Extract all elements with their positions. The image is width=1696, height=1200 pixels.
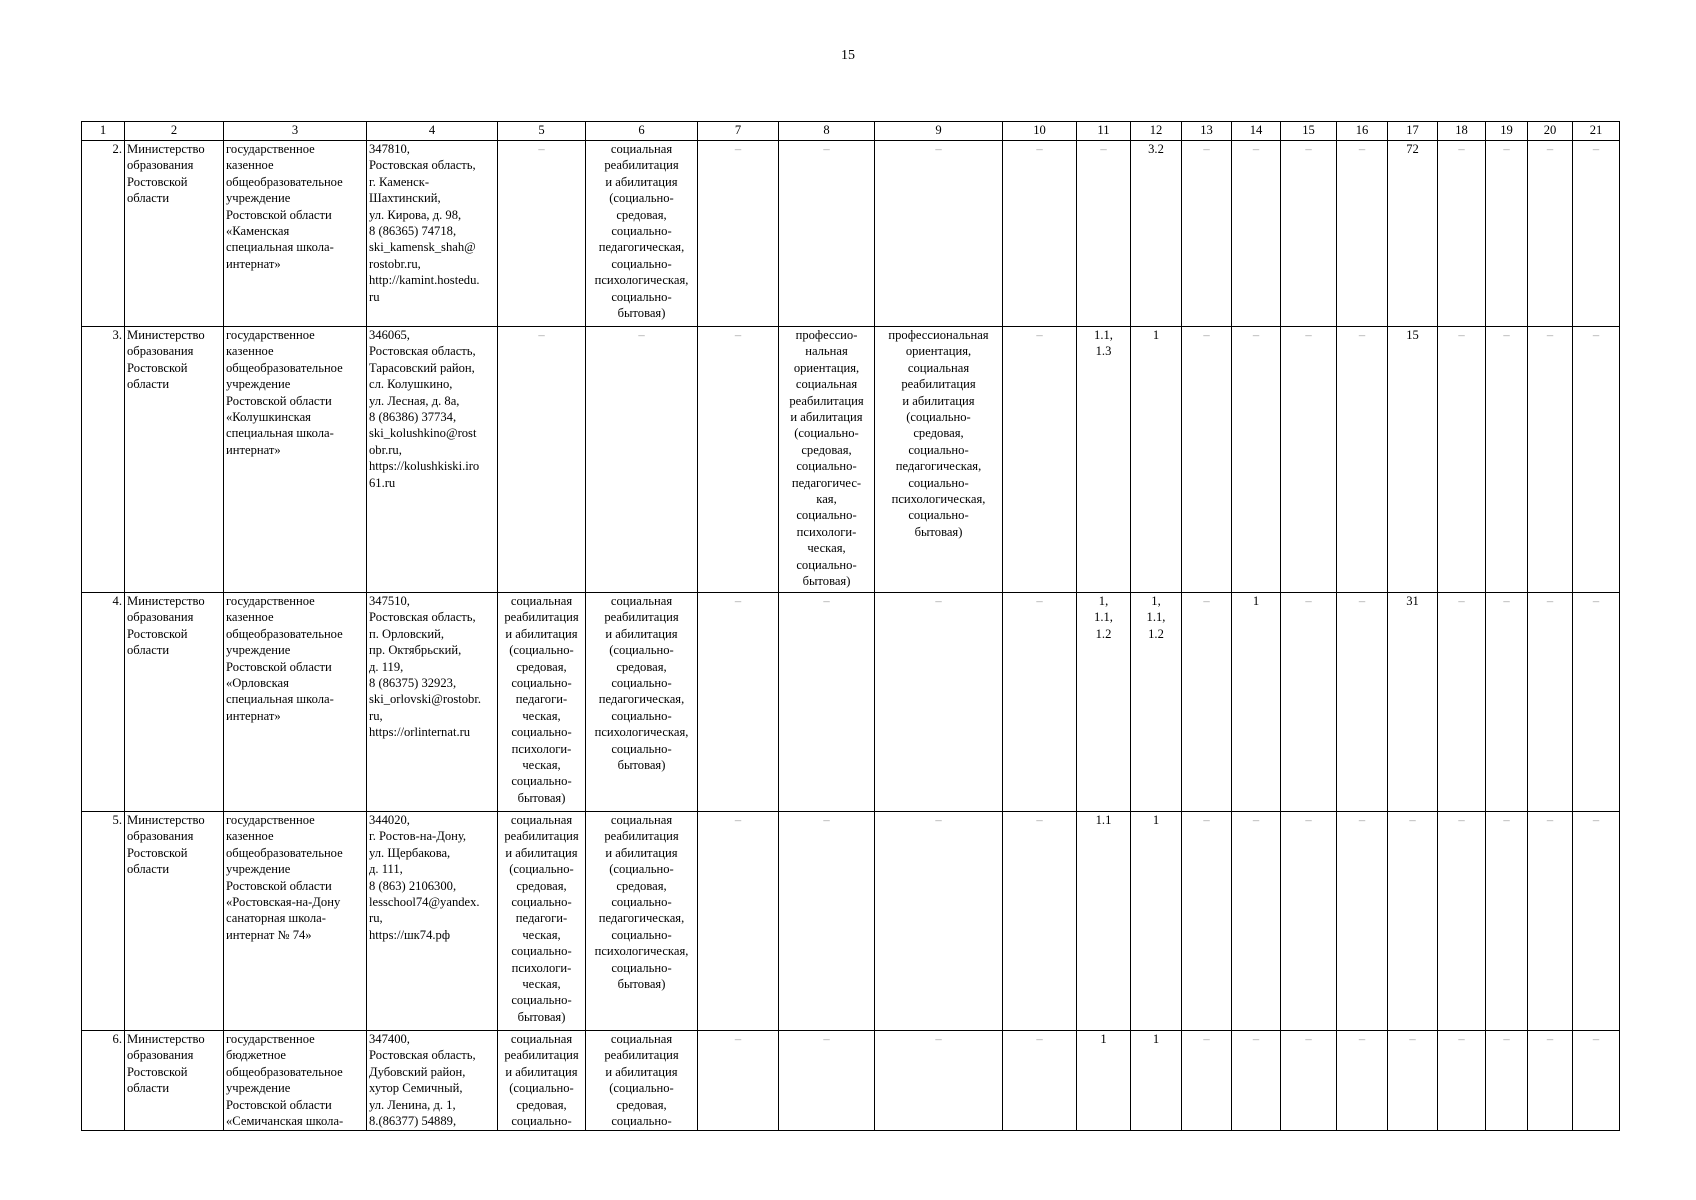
cell-text: 6. xyxy=(112,1032,122,1046)
column-header-7: 7 xyxy=(698,122,779,141)
cell-col-1 xyxy=(82,593,125,812)
cell-col-5 xyxy=(498,593,586,812)
cell-col-12 xyxy=(1131,1031,1182,1131)
cell-col-6 xyxy=(586,593,698,812)
cell-text: – xyxy=(1458,142,1465,156)
cell-text: Министерство образования Ростовской области xyxy=(127,328,205,392)
cell-col-2 xyxy=(125,1031,224,1131)
cell-col-9 xyxy=(875,141,1003,327)
cell-col-9 xyxy=(875,812,1003,1031)
cell-text: – xyxy=(823,142,830,156)
cell-text: государственное казенное общеобразовательное учреждение Ростовской области «Ростовская-на-Дону санаторная школа- интернат № 74» xyxy=(226,813,343,942)
cell-col-9 xyxy=(875,593,1003,812)
cell-text: – xyxy=(935,813,942,827)
cell-col-7 xyxy=(698,1031,779,1131)
cell-text: – xyxy=(1100,142,1107,156)
cell-col-16 xyxy=(1337,1031,1388,1131)
cell-text: – xyxy=(1252,813,1260,827)
header-row xyxy=(82,122,1620,141)
cell-text: – xyxy=(1458,813,1465,827)
cell-text: – xyxy=(1203,813,1210,827)
cell-col-2 xyxy=(125,327,224,593)
cell-col-19 xyxy=(1486,327,1528,593)
cell-col-9 xyxy=(875,1031,1003,1131)
cell-text: – xyxy=(1458,594,1465,608)
cell-col-3 xyxy=(224,141,367,327)
cell-text: – xyxy=(538,142,545,156)
cell-col-11 xyxy=(1077,141,1131,327)
cell-col-8 xyxy=(779,327,875,593)
cell-text: 344020, г. Ростов-на-Дону, ул. Щербакова, д. 111, 8 (863) 2106300, lesschool74@yandex. ru, https://шк74.рф xyxy=(369,813,480,942)
cell-text: 5. xyxy=(112,813,122,827)
cell-col-10 xyxy=(1003,1031,1077,1131)
cell-text: – xyxy=(1036,813,1043,827)
cell-text: – xyxy=(1546,594,1554,608)
cell-col-21 xyxy=(1573,593,1620,812)
cell-text: профессио- нальная ориентация, социальная реабилитация и абилитация (социально- средовая, социально- педагогичес- кая, социально- психологи- ческая, социально- бытовая) xyxy=(789,328,864,589)
cell-col-13 xyxy=(1182,812,1232,1031)
cell-text: Министерство образования Ростовской области xyxy=(127,1032,205,1096)
cell-col-20 xyxy=(1528,1031,1573,1131)
cell-text: – xyxy=(1305,142,1312,156)
cell-text: 15 xyxy=(1406,328,1419,342)
cell-col-10 xyxy=(1003,812,1077,1031)
cell-text: – xyxy=(1409,813,1416,827)
cell-col-7 xyxy=(698,593,779,812)
cell-text: – xyxy=(1203,594,1210,608)
cell-text: 1, 1.1, 1.2 xyxy=(1094,594,1113,641)
cell-col-8 xyxy=(779,812,875,1031)
cell-col-8 xyxy=(779,593,875,812)
registry-table xyxy=(81,121,1620,1131)
cell-col-17 xyxy=(1388,593,1438,812)
cell-text: – xyxy=(1252,1032,1260,1046)
cell-col-4 xyxy=(367,327,498,593)
cell-text: Министерство образования Ростовской области xyxy=(127,142,205,206)
column-header-20: 20 xyxy=(1528,122,1573,141)
cell-col-21 xyxy=(1573,141,1620,327)
cell-text: – xyxy=(823,594,830,608)
cell-text: 31 xyxy=(1406,594,1419,608)
cell-text: 347510, Ростовская область, п. Орловский, пр. Октябрьский, д. 119, 8 (86375) 32923, ski_orlovski@rostobr. ru, https://orlinternat.ru xyxy=(369,594,482,740)
cell-col-15 xyxy=(1281,812,1337,1031)
cell-text: – xyxy=(1592,594,1600,608)
column-header-17: 17 xyxy=(1388,122,1438,141)
cell-col-17 xyxy=(1388,1031,1438,1131)
cell-col-4 xyxy=(367,593,498,812)
cell-col-10 xyxy=(1003,327,1077,593)
column-header-4: 4 xyxy=(367,122,498,141)
cell-col-5 xyxy=(498,327,586,593)
cell-text: – xyxy=(538,328,545,342)
cell-col-14 xyxy=(1232,327,1281,593)
cell-text: – xyxy=(638,328,645,342)
cell-text: – xyxy=(734,142,742,156)
cell-col-5 xyxy=(498,1031,586,1131)
cell-col-17 xyxy=(1388,327,1438,593)
cell-col-2 xyxy=(125,593,224,812)
cell-col-4 xyxy=(367,1031,498,1131)
cell-col-15 xyxy=(1281,327,1337,593)
cell-text: государственное казенное общеобразовательное учреждение Ростовской области «Колушкинская специальная школа- интернат» xyxy=(226,328,343,457)
cell-text: Министерство образования Ростовской области xyxy=(127,594,205,658)
cell-col-13 xyxy=(1182,327,1232,593)
table-body xyxy=(82,141,1620,1131)
cell-col-18 xyxy=(1438,812,1486,1031)
cell-text: – xyxy=(1358,813,1366,827)
cell-col-20 xyxy=(1528,327,1573,593)
cell-text: – xyxy=(935,142,942,156)
cell-col-6 xyxy=(586,141,698,327)
cell-text: – xyxy=(1503,1032,1510,1046)
cell-text: 1 xyxy=(1152,328,1160,342)
cell-col-6 xyxy=(586,327,698,593)
cell-text: 1 xyxy=(1152,1032,1160,1046)
cell-col-3 xyxy=(224,1031,367,1131)
cell-text: – xyxy=(823,1032,830,1046)
table-row xyxy=(82,812,1620,1031)
cell-text: 347400, Ростовская область, Дубовский район, хутор Семичный, ул. Ленина, д. 1, 8.(86377) 54889, xyxy=(369,1032,476,1129)
cell-text: – xyxy=(1252,328,1260,342)
cell-col-5 xyxy=(498,141,586,327)
page-number: 15 xyxy=(841,48,855,63)
cell-text: – xyxy=(935,594,942,608)
cell-col-18 xyxy=(1438,1031,1486,1131)
cell-text: – xyxy=(1592,142,1600,156)
cell-col-10 xyxy=(1003,141,1077,327)
table-row xyxy=(82,141,1620,327)
cell-text: – xyxy=(1409,1032,1416,1046)
cell-col-14 xyxy=(1232,141,1281,327)
cell-text: государственное казенное общеобразовательное учреждение Ростовской области «Каменская специальная школа- интернат» xyxy=(226,142,343,271)
cell-col-17 xyxy=(1388,812,1438,1031)
cell-text: – xyxy=(734,813,742,827)
cell-text: – xyxy=(1036,1032,1043,1046)
cell-col-11 xyxy=(1077,327,1131,593)
cell-text: – xyxy=(1503,142,1510,156)
cell-text: государственное казенное общеобразовательное учреждение Ростовской области «Орловская специальная школа- интернат» xyxy=(226,594,343,723)
cell-col-14 xyxy=(1232,812,1281,1031)
cell-text: – xyxy=(1305,328,1312,342)
cell-col-1 xyxy=(82,141,125,327)
cell-text: 1, 1.1, 1.2 xyxy=(1146,594,1166,641)
cell-text: – xyxy=(1592,328,1600,342)
cell-text: – xyxy=(1358,1032,1366,1046)
cell-col-11 xyxy=(1077,1031,1131,1131)
cell-text: – xyxy=(734,594,742,608)
cell-col-9 xyxy=(875,327,1003,593)
cell-col-2 xyxy=(125,141,224,327)
cell-text: – xyxy=(1592,813,1600,827)
cell-col-11 xyxy=(1077,593,1131,812)
cell-text: – xyxy=(1305,813,1312,827)
cell-col-20 xyxy=(1528,812,1573,1031)
cell-col-7 xyxy=(698,327,779,593)
cell-text: 1.1 xyxy=(1095,813,1112,827)
cell-col-16 xyxy=(1337,327,1388,593)
cell-col-3 xyxy=(224,812,367,1031)
cell-col-13 xyxy=(1182,593,1232,812)
cell-col-3 xyxy=(224,327,367,593)
cell-text: социальная реабилитация и абилитация (социально- средовая, социально- xyxy=(604,1032,679,1129)
cell-col-8 xyxy=(779,1031,875,1131)
column-header-12: 12 xyxy=(1131,122,1182,141)
cell-col-17 xyxy=(1388,141,1438,327)
cell-col-19 xyxy=(1486,141,1528,327)
cell-text: социальная реабилитация и абилитация (социально- средовая, социально- педагоги- ческая, социально- психологи- ческая, социально- бытовая) xyxy=(504,594,579,805)
cell-col-19 xyxy=(1486,812,1528,1031)
cell-col-8 xyxy=(779,141,875,327)
cell-text: 72 xyxy=(1406,142,1419,156)
column-header-14: 14 xyxy=(1232,122,1281,141)
cell-col-12 xyxy=(1131,327,1182,593)
cell-text: – xyxy=(1036,594,1043,608)
cell-text: – xyxy=(1458,1032,1465,1046)
cell-col-21 xyxy=(1573,1031,1620,1131)
cell-text: – xyxy=(1592,1032,1600,1046)
cell-text: – xyxy=(1252,142,1260,156)
cell-text: 4. xyxy=(112,594,122,608)
cell-text: – xyxy=(1503,594,1510,608)
cell-text: – xyxy=(1503,328,1510,342)
cell-col-16 xyxy=(1337,141,1388,327)
cell-col-4 xyxy=(367,141,498,327)
cell-text: социальная реабилитация и абилитация (социально- средовая, социально- педагогическая, социально- психологическая, социально- бытовая) xyxy=(594,142,689,321)
cell-col-12 xyxy=(1131,593,1182,812)
cell-text: социальная реабилитация и абилитация (социально- средовая, социально- педагоги- ческая, социально- психологи- ческая, социально- бытовая) xyxy=(504,813,579,1024)
cell-text: государственное бюджетное общеобразовательное учреждение Ростовской области «Семичанская школа- xyxy=(226,1032,344,1129)
cell-col-2 xyxy=(125,812,224,1031)
cell-text: – xyxy=(935,1032,942,1046)
cell-text: 3.2 xyxy=(1148,142,1164,156)
cell-col-16 xyxy=(1337,593,1388,812)
column-header-1: 1 xyxy=(82,122,125,141)
cell-col-13 xyxy=(1182,141,1232,327)
cell-col-13 xyxy=(1182,1031,1232,1131)
cell-col-15 xyxy=(1281,1031,1337,1131)
cell-text: – xyxy=(1458,328,1465,342)
cell-text: – xyxy=(1036,328,1043,342)
cell-text: – xyxy=(1358,142,1366,156)
cell-text: – xyxy=(1546,142,1554,156)
cell-col-12 xyxy=(1131,812,1182,1031)
cell-col-1 xyxy=(82,327,125,593)
cell-col-18 xyxy=(1438,593,1486,812)
column-header-21: 21 xyxy=(1573,122,1620,141)
column-header-2: 2 xyxy=(125,122,224,141)
column-header-13: 13 xyxy=(1182,122,1232,141)
cell-col-11 xyxy=(1077,812,1131,1031)
cell-col-15 xyxy=(1281,593,1337,812)
cell-col-18 xyxy=(1438,327,1486,593)
cell-text: 1.1, 1.3 xyxy=(1094,328,1113,359)
cell-text: – xyxy=(1203,142,1210,156)
cell-col-7 xyxy=(698,141,779,327)
column-header-15: 15 xyxy=(1281,122,1337,141)
column-header-5: 5 xyxy=(498,122,586,141)
column-header-10: 10 xyxy=(1003,122,1077,141)
cell-text: 347810, Ростовская область, г. Каменск- Шахтинский, ул. Кирова, д. 98, 8 (86365) 74718, ski_kamensk_shah@ rostobr.ru, http://kamint.hostedu. ru xyxy=(369,142,480,304)
table-row xyxy=(82,1031,1620,1131)
cell-text: 3. xyxy=(112,328,122,342)
cell-text: – xyxy=(734,1032,742,1046)
cell-col-6 xyxy=(586,812,698,1031)
cell-col-5 xyxy=(498,812,586,1031)
cell-text: 1 xyxy=(1100,1032,1107,1046)
cell-col-15 xyxy=(1281,141,1337,327)
cell-col-21 xyxy=(1573,327,1620,593)
column-header-18: 18 xyxy=(1438,122,1486,141)
cell-text: – xyxy=(734,328,742,342)
table-row xyxy=(82,327,1620,593)
cell-col-1 xyxy=(82,812,125,1031)
cell-col-6 xyxy=(586,1031,698,1131)
cell-text: социальная реабилитация и абилитация (социально- средовая, социально- xyxy=(504,1032,579,1129)
cell-col-21 xyxy=(1573,812,1620,1031)
cell-col-19 xyxy=(1486,593,1528,812)
cell-col-7 xyxy=(698,812,779,1031)
cell-text: Министерство образования Ростовской области xyxy=(127,813,205,877)
cell-text: 2. xyxy=(112,142,122,156)
cell-col-3 xyxy=(224,593,367,812)
cell-text: – xyxy=(1203,1032,1210,1046)
cell-col-14 xyxy=(1232,1031,1281,1131)
cell-text: – xyxy=(1546,1032,1554,1046)
cell-text: социальная реабилитация и абилитация (социально- средовая, социально- педагогическая, социально- психологическая, социально- бытовая) xyxy=(594,594,689,773)
cell-text: 1 xyxy=(1252,594,1260,608)
cell-text: – xyxy=(1036,142,1043,156)
cell-col-1 xyxy=(82,1031,125,1131)
table-row xyxy=(82,593,1620,812)
cell-text: – xyxy=(1546,328,1554,342)
cell-text: социальная реабилитация и абилитация (социально- средовая, социально- педагогическая, социально- психологическая, социально- бытовая) xyxy=(594,813,689,992)
cell-text: – xyxy=(1203,328,1210,342)
cell-col-19 xyxy=(1486,1031,1528,1131)
column-header-11: 11 xyxy=(1077,122,1131,141)
cell-col-16 xyxy=(1337,812,1388,1031)
cell-text: – xyxy=(1305,594,1312,608)
cell-text: профессиональная ориентация, социальная реабилитация и абилитация (социально- средовая, социально- педагогическая, социально- психологическая, социально- бытовая) xyxy=(888,328,989,539)
cell-text: 1 xyxy=(1152,813,1160,827)
column-header-8: 8 xyxy=(779,122,875,141)
column-header-6: 6 xyxy=(586,122,698,141)
cell-col-14 xyxy=(1232,593,1281,812)
cell-text: 346065, Ростовская область, Тарасовский район, сл. Колушкино, ул. Лесная, д. 8а, 8 (86386) 37734, ski_kolushkino@rost obr.ru, https://kolushkiski.iro 61.ru xyxy=(369,328,480,490)
cell-text: – xyxy=(823,813,830,827)
cell-text: – xyxy=(1305,1032,1312,1046)
cell-text: – xyxy=(1358,328,1366,342)
cell-text: – xyxy=(1503,813,1510,827)
column-header-3: 3 xyxy=(224,122,367,141)
cell-col-10 xyxy=(1003,593,1077,812)
cell-col-4 xyxy=(367,812,498,1031)
cell-text: – xyxy=(1546,813,1554,827)
cell-col-18 xyxy=(1438,141,1486,327)
cell-col-20 xyxy=(1528,593,1573,812)
column-header-19: 19 xyxy=(1486,122,1528,141)
cell-col-12 xyxy=(1131,141,1182,327)
cell-text: – xyxy=(1358,594,1366,608)
column-header-9: 9 xyxy=(875,122,1003,141)
cell-col-20 xyxy=(1528,141,1573,327)
column-header-16: 16 xyxy=(1337,122,1388,141)
